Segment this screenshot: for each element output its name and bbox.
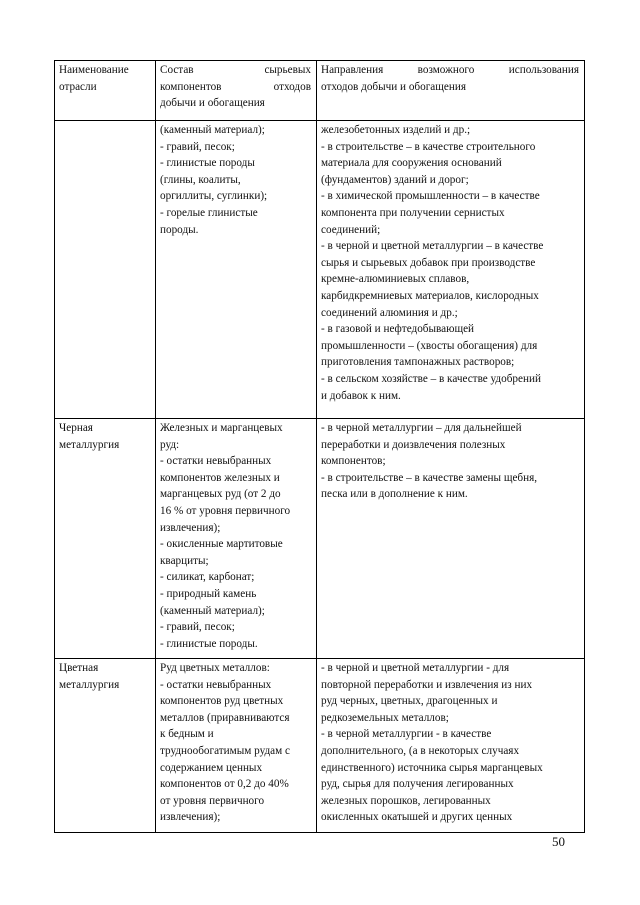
header-directions-line: Направления возможного использования bbox=[321, 64, 579, 76]
composition-line: породы. bbox=[160, 223, 199, 236]
table-row bbox=[55, 419, 585, 659]
directions-line: дополнительного, (а в некоторых случаях bbox=[321, 744, 520, 757]
composition-line: - окисленные мартитовые bbox=[160, 538, 283, 551]
directions-cell bbox=[317, 121, 585, 419]
composition-line: - гравий, песок; bbox=[160, 621, 235, 634]
directions-line: единственного) источника сырья марганцевых bbox=[321, 761, 543, 774]
composition-line: Руд цветных металлов: bbox=[160, 662, 270, 674]
directions-line: - в черной металлургии - в качестве bbox=[321, 728, 492, 741]
composition-line: марганцевых руд (от 2 до bbox=[160, 488, 281, 501]
directions-line: - в строительстве – в качестве замены щебня, bbox=[321, 471, 538, 484]
composition-line: (глины, коалиты, bbox=[160, 173, 241, 186]
table-header-row bbox=[55, 61, 585, 121]
composition-cell bbox=[156, 121, 317, 419]
industry-cell bbox=[55, 419, 156, 659]
header-industry-line: Наименование bbox=[59, 64, 129, 76]
directions-line: - в сельском хозяйстве – в качестве удобрений bbox=[321, 372, 541, 385]
industry-line: металлургия bbox=[59, 678, 120, 691]
composition-line: - природный камень bbox=[160, 587, 257, 600]
composition-line: - гравий, песок; bbox=[160, 140, 235, 153]
directions-line: сырья и сырьевых добавок при производстве bbox=[321, 256, 536, 269]
directions-line: приготовления тампонажных растворов; bbox=[321, 356, 515, 369]
directions-line: соединений алюминия и др.; bbox=[321, 306, 458, 319]
page-number: 50 bbox=[552, 834, 565, 849]
composition-line: к бедным и bbox=[160, 728, 214, 741]
composition-cell bbox=[156, 419, 317, 659]
header-composition-line: компонентов отходов bbox=[160, 80, 311, 93]
table-row bbox=[55, 121, 585, 419]
directions-line: железных порошков, легированных bbox=[321, 794, 491, 807]
composition-line: содержанием ценных bbox=[160, 761, 263, 774]
composition-line: оргиллиты, суглинки); bbox=[160, 190, 268, 203]
header-composition-line: добычи и обогащения bbox=[160, 97, 265, 110]
composition-line: компонентов от 0,2 до 40% bbox=[160, 778, 289, 791]
composition-line: - горелые глинистые bbox=[160, 206, 258, 219]
composition-line: - глинистые породы. bbox=[160, 637, 258, 650]
industry-line: Цветная bbox=[59, 662, 99, 674]
directions-line: карбидкремниевых материалов, кислородных bbox=[321, 289, 539, 302]
directions-line: - в химической промышленности – в качестве bbox=[321, 190, 540, 203]
directions-line: руд, сырья для получения легированных bbox=[321, 778, 514, 791]
directions-line: повторной переработки и извлечения из них bbox=[321, 678, 533, 691]
directions-line: песка или в дополнение к ним. bbox=[321, 488, 468, 501]
composition-line: кварциты; bbox=[160, 554, 209, 567]
composition-line: - остатки невыбранных bbox=[160, 678, 272, 691]
directions-line: и добавок к ним. bbox=[321, 389, 401, 402]
directions-line: - в черной и цветной металлургии - для bbox=[321, 662, 510, 674]
industry-line: Черная bbox=[59, 422, 93, 434]
composition-line: извлечения); bbox=[160, 811, 221, 824]
directions-line: соединений; bbox=[321, 223, 381, 236]
table-row bbox=[55, 659, 585, 833]
composition-line: 16 % от уровня первичного bbox=[160, 504, 291, 517]
directions-line: материала для сооружения оснований bbox=[321, 157, 502, 170]
composition-line: от уровня первичного bbox=[160, 794, 265, 807]
composition-line: компонентов руд цветных bbox=[160, 695, 284, 708]
composition-line: - силикат, карбонат; bbox=[160, 571, 255, 584]
directions-line: кремне-алюминиевых сплавов, bbox=[321, 273, 470, 286]
directions-line: компонентов; bbox=[321, 455, 386, 468]
composition-line: извлечения); bbox=[160, 521, 221, 534]
header-industry-line: отрасли bbox=[59, 80, 97, 93]
directions-line: компонента при получении сернистых bbox=[321, 206, 505, 219]
composition-line: Железных и марганцевых bbox=[160, 422, 283, 434]
composition-line: руд: bbox=[160, 438, 180, 451]
directions-line: переработки и доизвлечения полезных bbox=[321, 438, 506, 451]
composition-line: (каменный материал); bbox=[160, 604, 265, 617]
composition-cell bbox=[156, 659, 317, 833]
composition-line: металлов (приравниваются bbox=[160, 711, 290, 724]
header-industry bbox=[55, 61, 156, 121]
header-directions-line: отходов добычи и обогащения bbox=[321, 80, 466, 93]
composition-line: труднообогатимым рудам с bbox=[160, 744, 290, 757]
composition-line: - остатки невыбранных bbox=[160, 455, 272, 468]
directions-line: промышленности – (хвосты обогащения) для bbox=[321, 339, 538, 352]
directions-line: - в строительстве – в качестве строительного bbox=[321, 140, 536, 153]
directions-cell bbox=[317, 419, 585, 659]
header-directions bbox=[317, 61, 585, 121]
industry-cell bbox=[55, 659, 156, 833]
directions-line: железобетонных изделий и др.; bbox=[321, 124, 471, 136]
directions-cell bbox=[317, 659, 585, 833]
directions-line: (фундаментов) зданий и дорог; bbox=[321, 173, 469, 186]
materials-table bbox=[54, 60, 585, 833]
directions-line: руд черных, цветных, драгоценных и bbox=[321, 695, 498, 708]
composition-line: компонентов железных и bbox=[160, 471, 280, 484]
composition-line: - глинистые породы bbox=[160, 157, 255, 170]
directions-line: - в черной металлургии – для дальнейшей bbox=[321, 422, 522, 434]
directions-line: окисленных окатышей и других ценных bbox=[321, 811, 513, 824]
composition-line: (каменный материал); bbox=[160, 124, 265, 136]
directions-line: - в черной и цветной металлургии – в качестве bbox=[321, 240, 544, 253]
industry-line: металлургия bbox=[59, 438, 120, 451]
directions-line: редкоземельных металлов; bbox=[321, 711, 449, 724]
directions-line: - в газовой и нефтедобывающей bbox=[321, 323, 475, 336]
header-composition bbox=[156, 61, 317, 121]
header-composition-line: Состав сырьевых bbox=[160, 64, 311, 76]
industry-cell bbox=[55, 121, 156, 419]
